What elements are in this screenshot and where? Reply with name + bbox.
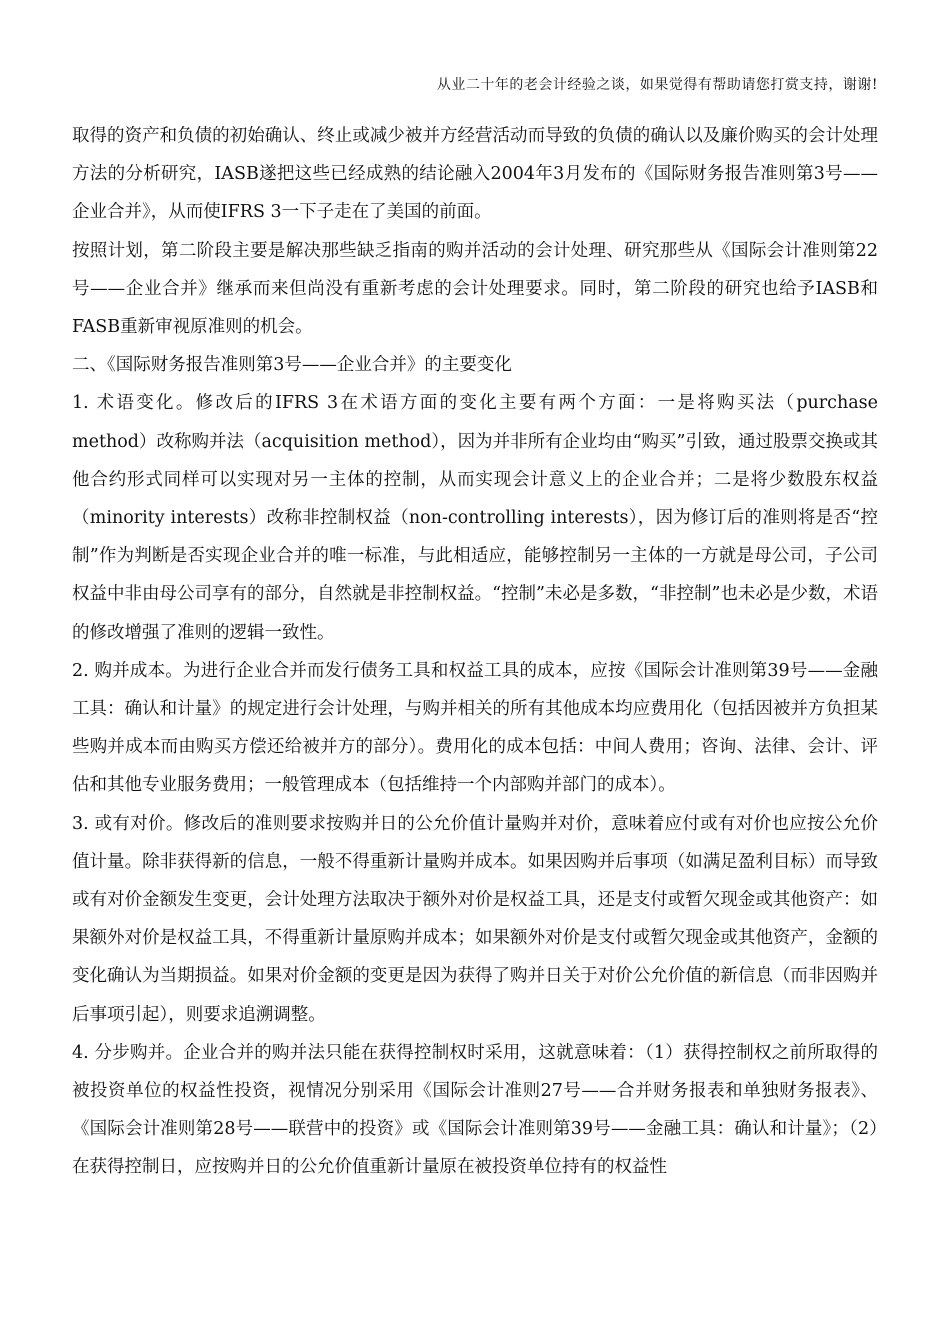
header-note: 从业二十年的老会计经验之谈，如果觉得有帮助请您打赏支持，谢谢! bbox=[436, 77, 878, 93]
document-body bbox=[72, 117, 878, 1187]
paragraph-item-2-acquisition-cost: 2. 购并成本。为进行企业合并而发行债务工具和权益工具的成本，应按《国际会计准则第39号——金融工具：确认和计量》的规定进行会计处理，与购并相关的所有其他成本均应费用化（包括因被并方负担某些购并成本而由购买方偿还给被并方的部分）。费用化的成本包括：中间人费用；咨询、法律、会计、评估和其他专业服务费用；一般管理成本（包括维持一个内部购并部门的成本）。 bbox=[72, 660, 878, 796]
paragraph-phase-two: 按照计划，第二阶段主要是解决那些缺乏指南的购并活动的会计处理、研究那些从《国际会计准则第22号——企业合并》继承而来但尚没有重新考虑的会计处理要求。同时，第二阶段的研究也给予IASB和FASB重新审视原准则的机会。 bbox=[72, 240, 878, 338]
paragraph-item-4-step-acquisition: 4. 分步购并。企业合并的购并法只能在获得控制权时采用，这就意味着：（1）获得控制权之前所取得的被投资单位的权益性投资，视情况分别采用《国际会计准则27号——合并财务报表和单独财务报表》、《国际会计准则第28号——联营中的投资》或《国际会计准则第39号——金融工具：确认和计量》；（2）在获得控制日，应按购并日的公允价值重新计量原在被投资单位持有的权益性 bbox=[72, 1042, 878, 1178]
paragraph-item-3-contingent-consideration: 3. 或有对价。修改后的准则要求按购并日的公允价值计量购并对价，意味着应付或有对价也应按公允价值计量。除非获得新的信息，一般不得重新计量购并成本。如果因购并后事项（如满足盈利目标）而导致或有对价金额发生变更，会计处理方法取决于额外对价是权益工具，还是支付或暂欠现金或其他资产：如果额外对价是权益工具，不得重新计量原购并成本；如果额外对价是支付或暂欠现金或其他资产，金额的变化确认为当期损益。如果对价金额的变更是因为获得了购并日关于对价公允价值的新信息（而非因购并后事项引起），则要求追溯调整。 bbox=[72, 813, 878, 1025]
paragraph-continuation: 取得的资产和负债的初始确认、终止或减少被并方经营活动而导致的负债的确认以及廉价购买的会计处理方法的分析研究，IASB遂把这些已经成熟的结论融入2004年3月发布的《国际财务报告准则第3号——企业合并》，从而使IFRS 3一下子走在了美国的前面。 bbox=[72, 126, 878, 223]
paragraph-item-1-terminology: 1. 术语变化。修改后的IFRS 3在术语方面的变化主要有两个方面：一是将购买法（purchase method）改称购并法（acquisition method），因为并非所有企业均由“购买”引致，通过股票交换或其他合约形式同样可以实现对另一主体的控制，从而实现会计意义上的企业合并；二是将少数股东权益（minority interests）改称非控制权益（non-controlling interests），因为修订后的准则将是否“控制”作为判断是否实现企业合并的唯一标准，与此相适应，能够控制另一主体的一方就是母公司，子公司权益中非由母公司享有的部分，自然就是非控制权益。“控制”未必是多数，“非控制”也未必是少数，术语的修改增强了准则的逻辑一致性。 bbox=[72, 393, 879, 643]
section-heading: 二、《国际财务报告准则第3号——企业合并》的主要变化 bbox=[72, 355, 512, 376]
